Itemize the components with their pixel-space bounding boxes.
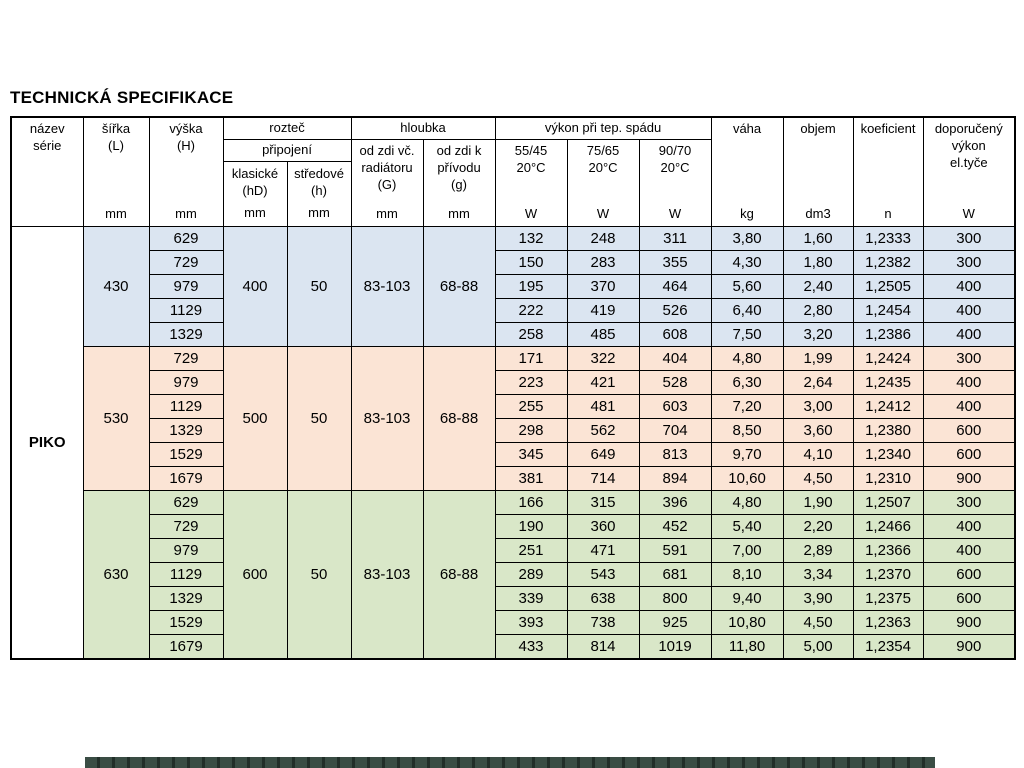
header-label-line: (g) [451, 176, 467, 192]
power-7565-cell: 714 [567, 467, 639, 491]
power-9070-cell: 925 [639, 611, 711, 635]
unit-label: n [884, 206, 892, 222]
power-5545-cell: 255 [495, 395, 567, 419]
recommended-power-cell: 600 [923, 587, 1015, 611]
col-header-weight [711, 117, 783, 227]
power-5545-cell: 433 [495, 635, 567, 659]
spec-row [11, 371, 1015, 395]
recommended-power-cell: 900 [923, 467, 1015, 491]
power-9070-cell: 894 [639, 467, 711, 491]
power-5545-cell: 195 [495, 275, 567, 299]
coefficient-cell: 1,2310 [853, 467, 923, 491]
height-cell: 1129 [149, 563, 223, 587]
volume-cell: 4,50 [783, 467, 853, 491]
weight-cell: 8,10 [711, 563, 783, 587]
unit-label: mm [308, 205, 330, 221]
header-label-line: klasické [231, 166, 279, 181]
weight-cell: 7,50 [711, 323, 783, 347]
unit-label: W [596, 205, 610, 221]
header-label-line: (G) [377, 176, 397, 192]
header-label-line: přívodu [437, 159, 481, 175]
unit-label: W [524, 205, 538, 221]
weight-cell: 5,40 [711, 515, 783, 539]
spec-row [11, 419, 1015, 443]
page-title: TECHNICKÁ SPECIFIKACE [10, 88, 234, 107]
spec-row [11, 299, 1015, 323]
height-cell: 729 [149, 251, 223, 275]
header-label-line: váha [732, 121, 762, 136]
power-9070-cell: 800 [639, 587, 711, 611]
weight-cell: 10,60 [711, 467, 783, 491]
col-header-recommended-power [923, 117, 1015, 227]
group-header-depth: hloubka [351, 117, 495, 139]
coefficient-cell: 1,2435 [853, 371, 923, 395]
power-5545-cell: 345 [495, 443, 567, 467]
power-5545-cell: 222 [495, 299, 567, 323]
spec-row [11, 539, 1015, 563]
volume-cell: 2,64 [783, 371, 853, 395]
power-9070-cell: 608 [639, 323, 711, 347]
volume-cell: 2,80 [783, 299, 853, 323]
power-5545-cell: 289 [495, 563, 567, 587]
power-5545-cell: 339 [495, 587, 567, 611]
power-7565-cell: 485 [567, 323, 639, 347]
col-header-coefficient [853, 117, 923, 227]
col-header-pitch-central [287, 162, 351, 227]
header-label-line: 55/45 [514, 142, 548, 158]
spec-row [11, 275, 1015, 299]
power-7565-cell: 421 [567, 371, 639, 395]
coefficient-cell: 1,2454 [853, 299, 923, 323]
col-header-power-5545 [495, 139, 567, 227]
recommended-power-cell: 600 [923, 563, 1015, 587]
weight-cell: 4,80 [711, 347, 783, 371]
col-header-height [149, 117, 223, 227]
spec-row [11, 563, 1015, 587]
coefficient-cell: 1,2333 [853, 227, 923, 251]
table-body [11, 227, 1015, 659]
header-label-line: objem [800, 121, 836, 136]
col-header-power-9070 [639, 139, 711, 227]
power-7565-cell: 322 [567, 347, 639, 371]
power-7565-cell: 360 [567, 515, 639, 539]
pitch-central-cell: 50 [287, 491, 351, 659]
recommended-power-cell: 300 [923, 491, 1015, 515]
spec-row [11, 395, 1015, 419]
power-5545-cell: 258 [495, 323, 567, 347]
header-label-line: od zdi k [436, 142, 482, 158]
unit-label: kg [740, 206, 754, 222]
volume-cell: 2,20 [783, 515, 853, 539]
coefficient-cell: 1,2386 [853, 323, 923, 347]
header-label-line: výška [169, 121, 203, 136]
spec-row [11, 491, 1015, 515]
height-cell: 979 [149, 275, 223, 299]
header-label-line: (L) [108, 137, 124, 153]
header-label-line: série [33, 137, 62, 153]
power-9070-cell: 681 [639, 563, 711, 587]
header-label-line: od zdi vč. [359, 142, 415, 158]
recommended-power-cell: 400 [923, 275, 1015, 299]
unit-label: W [962, 206, 975, 222]
power-7565-cell: 814 [567, 635, 639, 659]
width-cell: 530 [83, 347, 149, 491]
spec-row [11, 227, 1015, 251]
weight-cell: 9,70 [711, 443, 783, 467]
spec-row [11, 587, 1015, 611]
power-5545-cell: 132 [495, 227, 567, 251]
header-label-line: (hD) [242, 182, 268, 198]
weight-cell: 8,50 [711, 419, 783, 443]
volume-cell: 2,40 [783, 275, 853, 299]
pitch-central-cell: 50 [287, 347, 351, 491]
power-9070-cell: 526 [639, 299, 711, 323]
recommended-power-cell: 900 [923, 611, 1015, 635]
spec-row [11, 323, 1015, 347]
weight-cell: 3,80 [711, 227, 783, 251]
spec-row [11, 611, 1015, 635]
recommended-power-cell: 300 [923, 347, 1015, 371]
coefficient-cell: 1,2354 [853, 635, 923, 659]
coefficient-cell: 1,2375 [853, 587, 923, 611]
width-cell: 630 [83, 491, 149, 659]
power-5545-cell: 150 [495, 251, 567, 275]
power-5545-cell: 393 [495, 611, 567, 635]
height-cell: 1129 [149, 395, 223, 419]
unit-label: mm [105, 206, 127, 222]
header-label-line: koeficient [860, 121, 916, 136]
weight-cell: 11,80 [711, 635, 783, 659]
volume-cell: 4,50 [783, 611, 853, 635]
bottom-decorative-bar [85, 757, 935, 768]
power-5545-cell: 190 [495, 515, 567, 539]
spec-row [11, 347, 1015, 371]
spec-row [11, 515, 1015, 539]
weight-cell: 10,80 [711, 611, 783, 635]
power-7565-cell: 638 [567, 587, 639, 611]
header-label-line: radiátoru [361, 159, 413, 175]
depth-G-cell: 83-103 [351, 347, 423, 491]
recommended-power-cell: 400 [923, 395, 1015, 419]
volume-cell: 3,20 [783, 323, 853, 347]
header-label-line: název [29, 121, 65, 136]
power-5545-cell: 381 [495, 467, 567, 491]
coefficient-cell: 1,2366 [853, 539, 923, 563]
spec-row [11, 443, 1015, 467]
volume-cell: 3,90 [783, 587, 853, 611]
spec-row [11, 467, 1015, 491]
power-7565-cell: 562 [567, 419, 639, 443]
power-5545-cell: 223 [495, 371, 567, 395]
power-7565-cell: 649 [567, 443, 639, 467]
header-label-line: výkon [951, 137, 986, 153]
series-name-cell: PIKO [11, 227, 83, 659]
header-label-line: 20°C [516, 159, 546, 175]
power-9070-cell: 464 [639, 275, 711, 299]
coefficient-cell: 1,2412 [853, 395, 923, 419]
table-header [11, 117, 1015, 227]
power-9070-cell: 1019 [639, 635, 711, 659]
volume-cell: 3,60 [783, 419, 853, 443]
weight-cell: 4,80 [711, 491, 783, 515]
unit-label: mm [244, 205, 266, 221]
power-7565-cell: 248 [567, 227, 639, 251]
power-9070-cell: 528 [639, 371, 711, 395]
header-label-line: 75/65 [586, 142, 620, 158]
coefficient-cell: 1,2380 [853, 419, 923, 443]
header-label-line: středové [294, 166, 344, 181]
height-cell: 1529 [149, 443, 223, 467]
depth-g-cell: 68-88 [423, 347, 495, 491]
power-7565-cell: 419 [567, 299, 639, 323]
power-5545-cell: 251 [495, 539, 567, 563]
power-7565-cell: 370 [567, 275, 639, 299]
volume-cell: 2,89 [783, 539, 853, 563]
recommended-power-cell: 600 [923, 443, 1015, 467]
power-9070-cell: 404 [639, 347, 711, 371]
recommended-power-cell: 900 [923, 635, 1015, 659]
power-7565-cell: 738 [567, 611, 639, 635]
col-header-power-7565 [567, 139, 639, 227]
height-cell: 729 [149, 347, 223, 371]
weight-cell: 7,00 [711, 539, 783, 563]
pitch-classic-cell: 500 [223, 347, 287, 491]
recommended-power-cell: 300 [923, 251, 1015, 275]
header-label-line: 90/70 [658, 142, 692, 158]
recommended-power-cell: 400 [923, 515, 1015, 539]
recommended-power-cell: 400 [923, 299, 1015, 323]
power-9070-cell: 452 [639, 515, 711, 539]
height-cell: 1529 [149, 611, 223, 635]
group-header-power: výkon při tep. spádu [495, 117, 711, 139]
header-label-line: 20°C [588, 159, 618, 175]
depth-G-cell: 83-103 [351, 227, 423, 347]
height-cell: 629 [149, 491, 223, 515]
power-9070-cell: 603 [639, 395, 711, 419]
volume-cell: 1,60 [783, 227, 853, 251]
volume-cell: 3,34 [783, 563, 853, 587]
pitch-classic-cell: 400 [223, 227, 287, 347]
pitch-classic-cell: 600 [223, 491, 287, 659]
height-cell: 1679 [149, 635, 223, 659]
weight-cell: 5,60 [711, 275, 783, 299]
height-cell: 1129 [149, 299, 223, 323]
coefficient-cell: 1,2466 [853, 515, 923, 539]
recommended-power-cell: 400 [923, 539, 1015, 563]
volume-cell: 1,99 [783, 347, 853, 371]
power-7565-cell: 283 [567, 251, 639, 275]
depth-G-cell: 83-103 [351, 491, 423, 659]
unit-label: mm [376, 205, 398, 221]
power-9070-cell: 704 [639, 419, 711, 443]
power-5545-cell: 298 [495, 419, 567, 443]
power-9070-cell: 813 [639, 443, 711, 467]
group-header-pitch: rozteč [223, 117, 351, 139]
height-cell: 1679 [149, 467, 223, 491]
unit-label: W [668, 205, 682, 221]
header-label-line: (H) [176, 137, 196, 153]
coefficient-cell: 1,2340 [853, 443, 923, 467]
coefficient-cell: 1,2507 [853, 491, 923, 515]
weight-cell: 6,30 [711, 371, 783, 395]
width-cell: 430 [83, 227, 149, 347]
depth-g-cell: 68-88 [423, 227, 495, 347]
coefficient-cell: 1,2382 [853, 251, 923, 275]
weight-cell: 9,40 [711, 587, 783, 611]
header-label-line: doporučený [934, 121, 1003, 136]
power-5545-cell: 171 [495, 347, 567, 371]
col-header-pitch-classic [223, 162, 287, 227]
power-7565-cell: 543 [567, 563, 639, 587]
coefficient-cell: 1,2424 [853, 347, 923, 371]
col-header-series-name [11, 117, 83, 227]
col-header-depth-G [351, 139, 423, 227]
power-7565-cell: 315 [567, 491, 639, 515]
header-label-line: (h) [311, 182, 327, 198]
power-9070-cell: 311 [639, 227, 711, 251]
power-7565-cell: 481 [567, 395, 639, 419]
coefficient-cell: 1,2505 [853, 275, 923, 299]
weight-cell: 4,30 [711, 251, 783, 275]
spec-row [11, 251, 1015, 275]
col-header-volume [783, 117, 853, 227]
height-cell: 979 [149, 371, 223, 395]
volume-cell: 3,00 [783, 395, 853, 419]
volume-cell: 1,80 [783, 251, 853, 275]
coefficient-cell: 1,2370 [853, 563, 923, 587]
pitch-central-cell: 50 [287, 227, 351, 347]
volume-cell: 1,90 [783, 491, 853, 515]
height-cell: 1329 [149, 419, 223, 443]
power-9070-cell: 591 [639, 539, 711, 563]
recommended-power-cell: 600 [923, 419, 1015, 443]
group-header-connection: připojení [223, 139, 351, 162]
height-cell: 1329 [149, 587, 223, 611]
header-label-line: šířka [101, 121, 131, 136]
depth-g-cell: 68-88 [423, 491, 495, 659]
height-cell: 629 [149, 227, 223, 251]
height-cell: 1329 [149, 323, 223, 347]
power-5545-cell: 166 [495, 491, 567, 515]
unit-label: mm [448, 205, 470, 221]
spec-row [11, 635, 1015, 659]
header-label-line: el.tyče [950, 154, 988, 170]
power-9070-cell: 396 [639, 491, 711, 515]
col-header-width [83, 117, 149, 227]
weight-cell: 7,20 [711, 395, 783, 419]
power-7565-cell: 471 [567, 539, 639, 563]
spec-table [10, 116, 1016, 660]
height-cell: 979 [149, 539, 223, 563]
recommended-power-cell: 400 [923, 371, 1015, 395]
volume-cell: 4,10 [783, 443, 853, 467]
unit-label: mm [175, 206, 197, 222]
height-cell: 729 [149, 515, 223, 539]
weight-cell: 6,40 [711, 299, 783, 323]
recommended-power-cell: 300 [923, 227, 1015, 251]
col-header-depth-g [423, 139, 495, 227]
coefficient-cell: 1,2363 [853, 611, 923, 635]
power-9070-cell: 355 [639, 251, 711, 275]
recommended-power-cell: 400 [923, 323, 1015, 347]
header-label-line: 20°C [660, 159, 690, 175]
unit-label: dm3 [805, 206, 831, 222]
volume-cell: 5,00 [783, 635, 853, 659]
